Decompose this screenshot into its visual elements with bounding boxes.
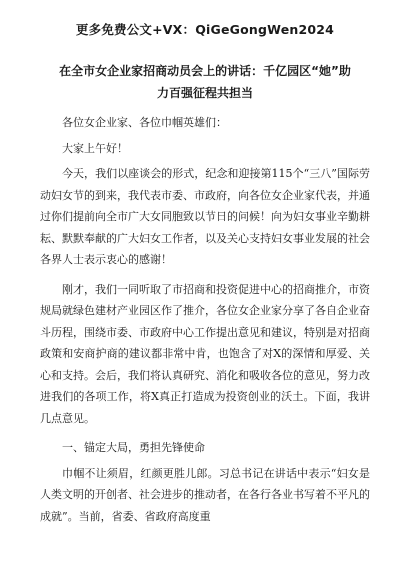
title-line-2: 力百强征程共担当 [156,86,253,100]
watermark-header: 更多免费公文+VX：QiGeGongWen2024 [75,22,335,37]
section-1-paragraph: 巾帼不让须眉，红颜更胜儿郎。习总书记在讲话中表示“妇女是人类文明的开创者、社会进步的推动者，在各行各业书写着不平凡的成就”。当前，省委、省政府高度重 [40,466,370,523]
greeting: 大家上午好！ [62,141,128,155]
title-line-1: 在全市女企业家招商动员会上的讲话：千亿园区“她”助 [59,64,351,78]
document-title [40,60,370,104]
paragraph-1: 今天，我们以座谈会的形式，纪念和迎接第115个“三八”国际劳动妇女节的到来，我代表市委、市政府，向各位女企业家代表，并通过你们提前向全市广大女同胞致以节日的问候！向为妇女事业辛勤耕耘、默默奉献的广大妇女工作者，以及关心支持妇女事业发展的社会各界人士表示衷心的感谢！ [40,167,370,266]
salutation: 各位女企业家、各位巾帼英雄们： [62,116,227,129]
section-1-heading: 一、锚定大局，勇担先锋使命 [62,441,205,454]
paragraph-2: 刚才，我们一同听取了市招商和投资促进中心的招商推介，市资规局就绿色建材产业园区作了推介，各位女企业家分享了各自企业奋斗历程，围绕市委、市政府中心工作提出意见和建议，特别是对招商政策和安商护商的建议都非常中肯，也饱含了对X的深情和厚爱、关心和支持。会后，我们将认真研究、消化和吸收各位的意见，努力改进我们的各项工作，将X真正打造成为投资创业的沃土。下面，我讲几点意见。 [40,282,370,425]
